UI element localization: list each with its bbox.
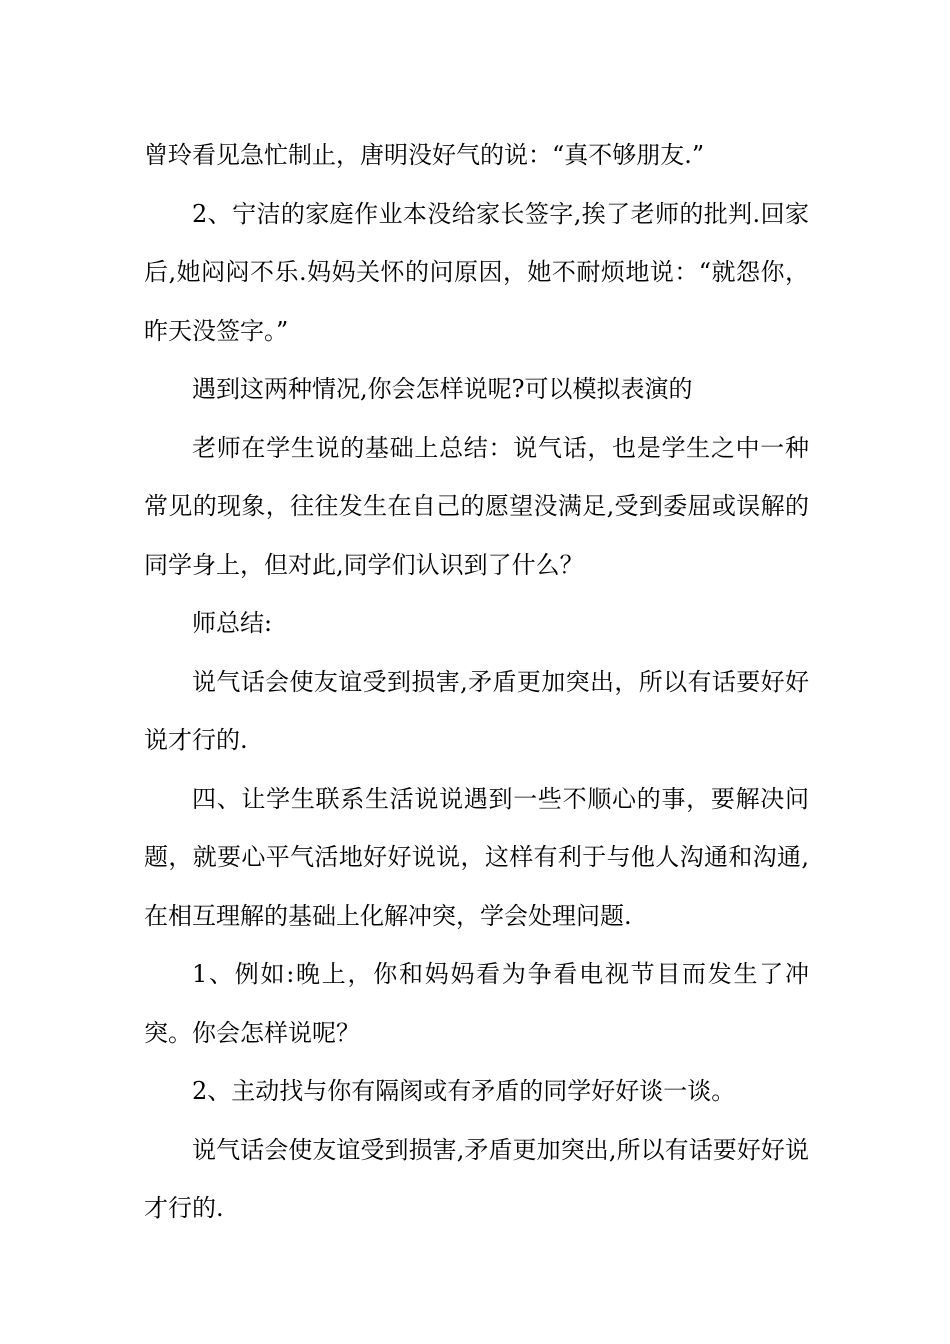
paragraph-6: 说气话会使友谊受到损害,矛盾更加突出，所以有话要好好说才行的. — [144, 667, 809, 754]
paragraph-9: 2、主动找与你有隔阂或有矛盾的同学好好谈一谈。 — [192, 1077, 736, 1105]
paragraph-7: 四、让学生联系生活说说遇到一些不顺心的事，要解决问题，就要心平气活地好好说说，这样有利于与他人沟通和沟通,在相互理解的基础上化解冲突，学会处理问题. — [144, 784, 809, 930]
paragraph-3: 遇到这两种情况,你会怎样说呢?可以模拟表演的 — [192, 375, 693, 403]
document-body — [144, 126, 809, 1238]
paragraph-5: 师总结: — [192, 609, 273, 637]
paragraph-4: 老师在学生说的基础上总结：说气话，也是学生之中一种常见的现象，往往发生在自己的愿望没满足,受到委屈或误解的同学身上，但对此,同学们认识到了什么？ — [144, 433, 809, 579]
paragraph-10: 说气话会使友谊受到损害,矛盾更加突出,所以有话要好好说才行的. — [144, 1135, 809, 1222]
paragraph-1: 曾玲看见急忙制止，唐明没好气的说：“真不够朋友.” — [144, 141, 705, 169]
paragraph-8: 1、例如:晚上，你和妈妈看为争看电视节目而发生了冲突。你会怎样说呢？ — [144, 960, 809, 1047]
paragraph-2: 2、宁洁的家庭作业本没给家长签字,挨了老师的批判.回家后,她闷闷不乐.妈妈关怀的问原因，她不耐烦地说：“就怨你，昨天没签字。” — [144, 199, 809, 345]
